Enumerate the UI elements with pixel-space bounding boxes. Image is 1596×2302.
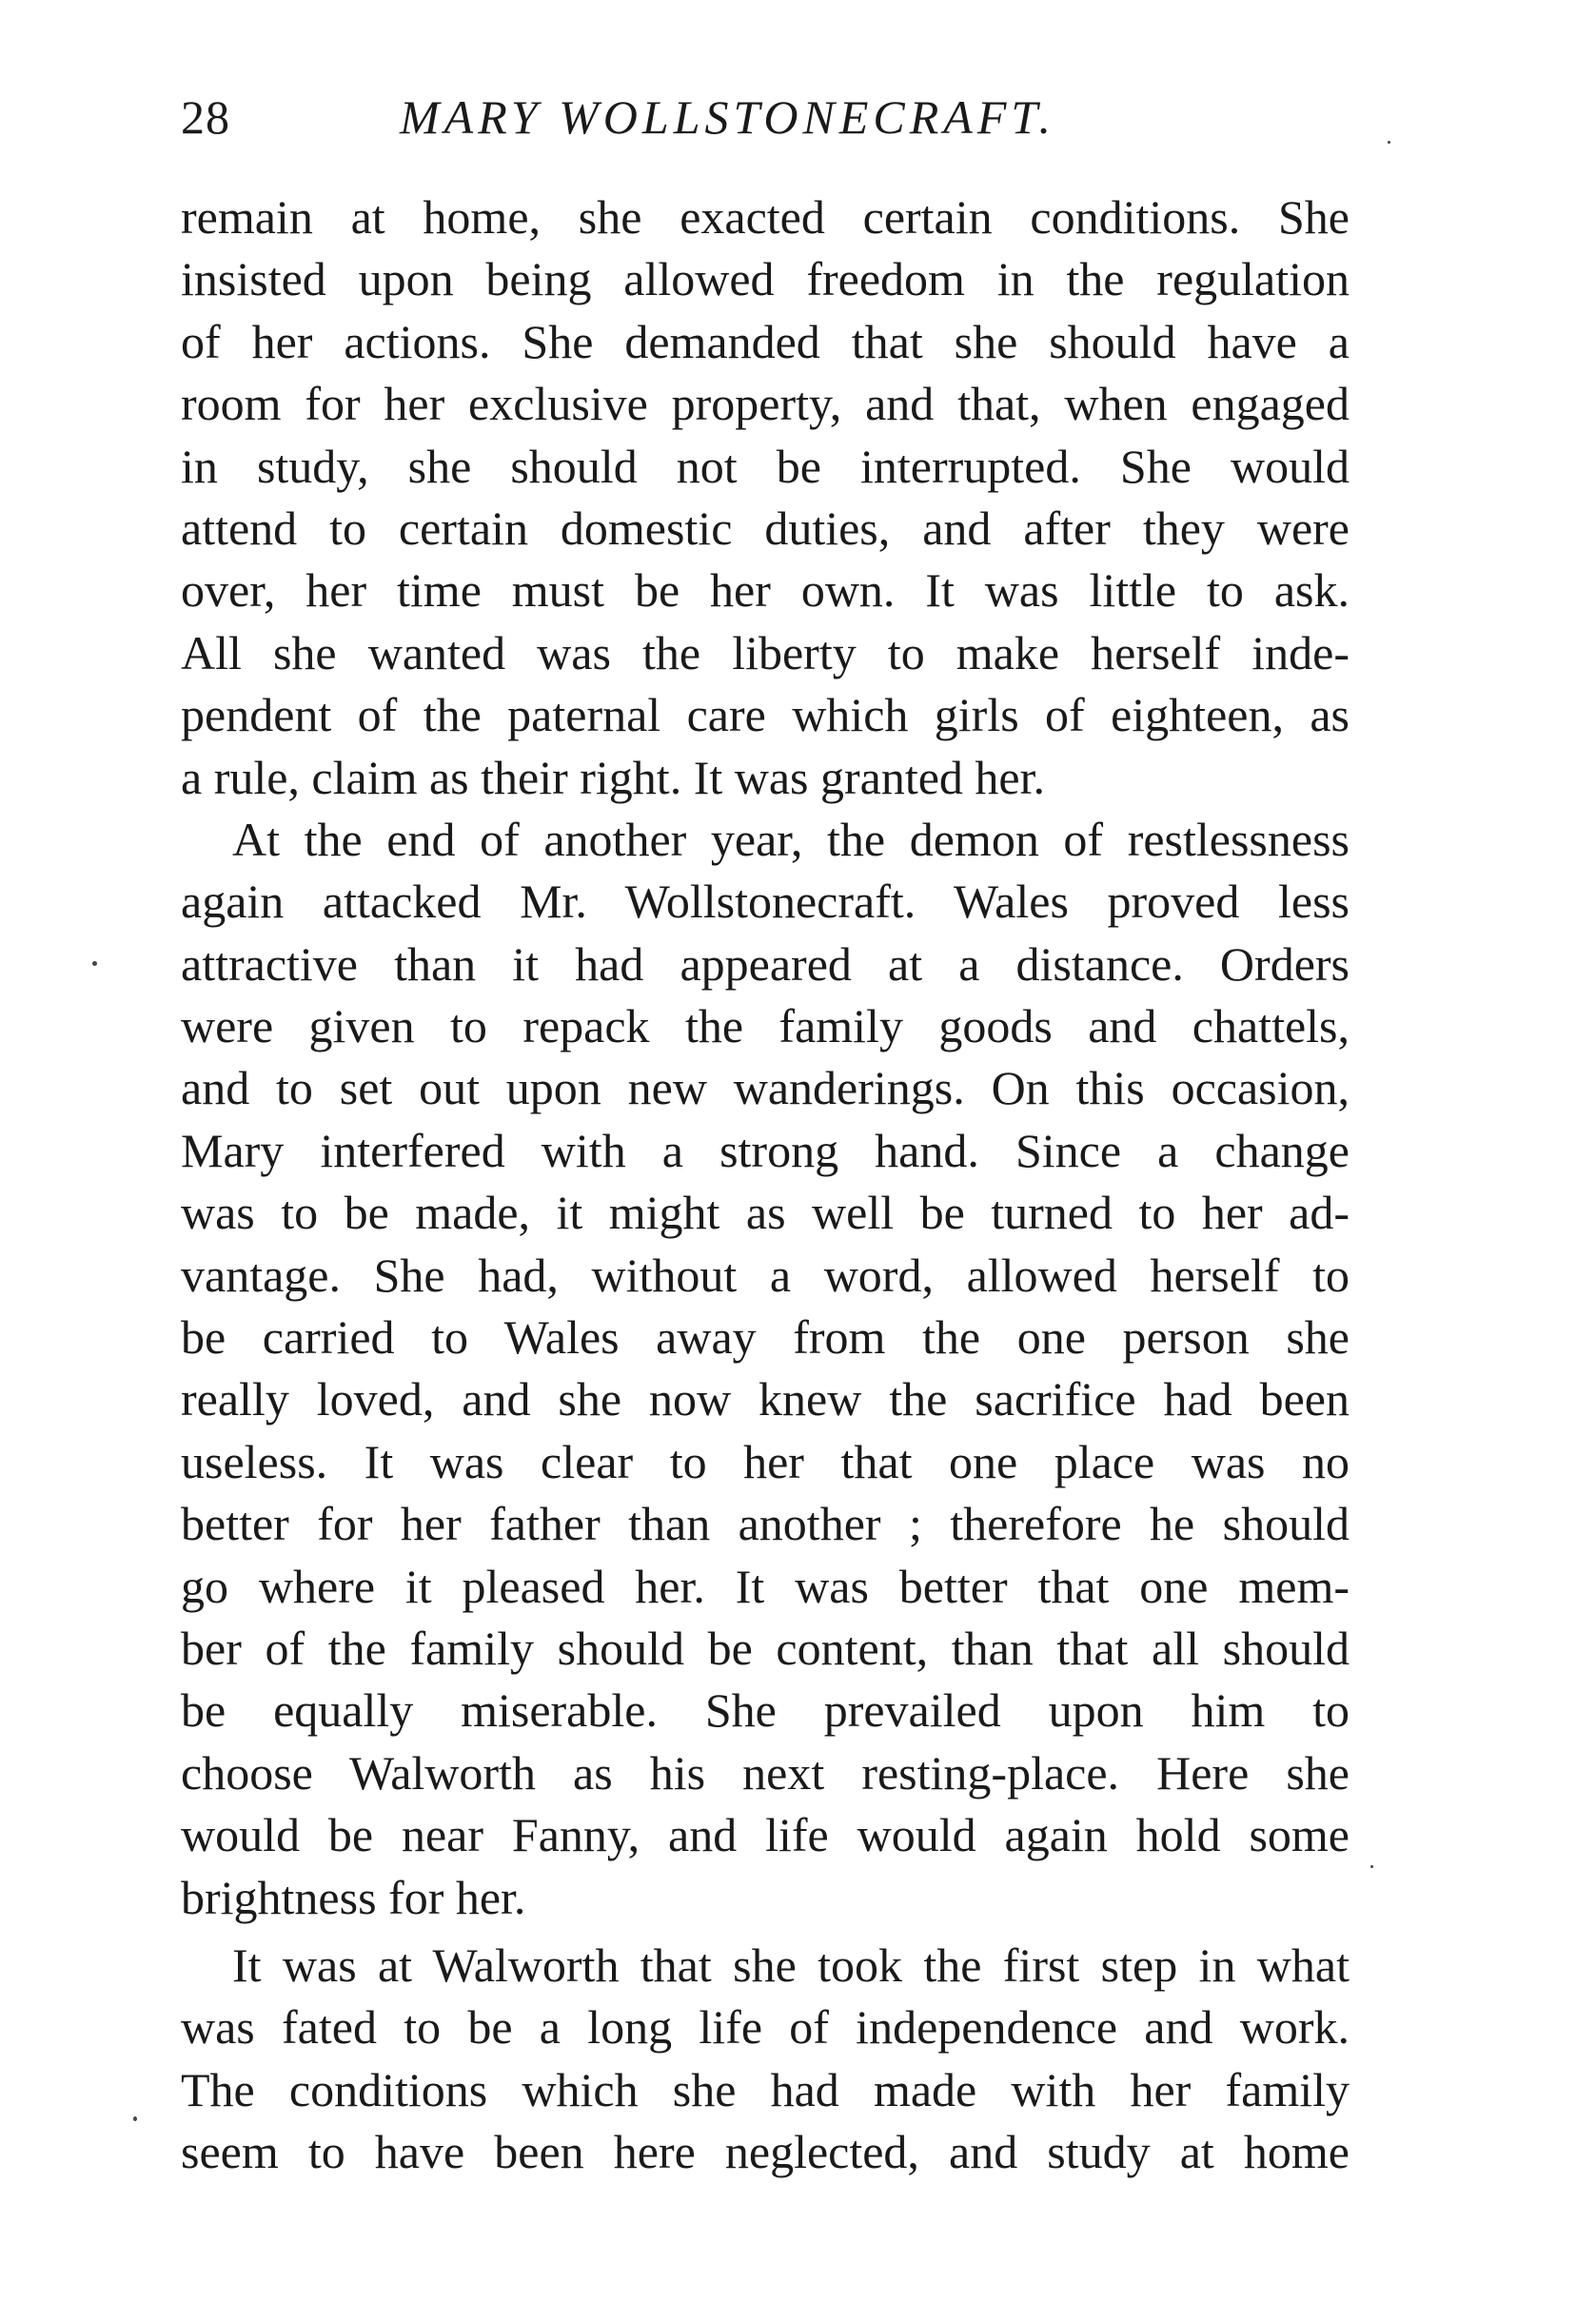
text-line: seem to have been here neglected, and study at home [181, 2125, 1350, 2179]
text-line: useless. It was clear to her that one place was no [181, 1434, 1350, 1488]
text-line: attend to certain domestic duties, and after they were [181, 501, 1350, 555]
paragraph [181, 809, 1350, 1929]
ink-speck [133, 2116, 137, 2121]
text-line: It was at Walworth that she took the first step in what [232, 1938, 1350, 1992]
body-text [181, 187, 1350, 2184]
text-line: in study, she should not be interrupted. She would [181, 439, 1350, 493]
text-line: better for her father than another ; therefore he should [181, 1497, 1350, 1551]
running-head [181, 84, 1351, 150]
text-line: and to set out upon new wanderings. On this occasion, [181, 1061, 1350, 1115]
paragraph [181, 1935, 1350, 2184]
text-line: be carried to Wales away from the one person she [181, 1310, 1350, 1365]
text-line: room for her exclusive property, and that, when engaged [181, 377, 1350, 431]
text-line: attractive than it had appeared at a distance. Orders [181, 936, 1350, 991]
text-line: remain at home, she exacted certain conditions. She [181, 190, 1350, 244]
text-line: would be near Fanny, and life would again hold some [181, 1808, 1350, 1862]
text-line: again attacked Mr. Wollstonecraft. Wales proved less [181, 875, 1350, 929]
running-title: MARY WOLLSTONECRAFT. [400, 90, 1055, 144]
text-line: over, her time must be her own. It was little to ask. [181, 563, 1350, 618]
text-line: Mary interfered with a strong hand. Since a change [181, 1123, 1350, 1177]
text-line: pendent of the paternal care which girls of eighteen, as [181, 688, 1350, 742]
paragraph [181, 187, 1350, 809]
text-line: were given to repack the family goods and chattels, [181, 999, 1350, 1053]
text-line: of her actions. She demanded that she should have a [181, 314, 1350, 368]
text-line: At the end of another year, the demon of restlessness [232, 812, 1350, 866]
page-number: 28 [181, 90, 230, 144]
text-line: choose Walworth as his next resting-place. Here she [181, 1745, 1350, 1800]
text-line: The conditions which she had made with her family [181, 2062, 1350, 2116]
text-line: All she wanted was the liberty to make herself inde- [181, 625, 1350, 679]
text-line: was to be made, it might as well be turned to her ad- [181, 1186, 1350, 1240]
ink-speck [1370, 1865, 1373, 1868]
text-line: brightness for her. [181, 1870, 526, 1924]
ink-speck [1388, 141, 1390, 144]
text-line: be equally miserable. She prevailed upon him to [181, 1683, 1350, 1738]
text-line: was fated to be a long life of independence and work. [181, 2000, 1350, 2055]
text-line: really loved, and she now knew the sacrifice had been [181, 1372, 1350, 1426]
text-line: ber of the family should be content, than that all should [181, 1621, 1350, 1675]
text-line: vantage. She had, without a word, allowed herself to [181, 1248, 1350, 1302]
ink-speck [92, 961, 97, 966]
text-line: insisted upon being allowed freedom in the regulation [181, 252, 1350, 306]
text-line: go where it pleased her. It was better that one mem- [181, 1559, 1350, 1613]
text-line: a rule, claim as their right. It was granted her. [181, 750, 1046, 804]
